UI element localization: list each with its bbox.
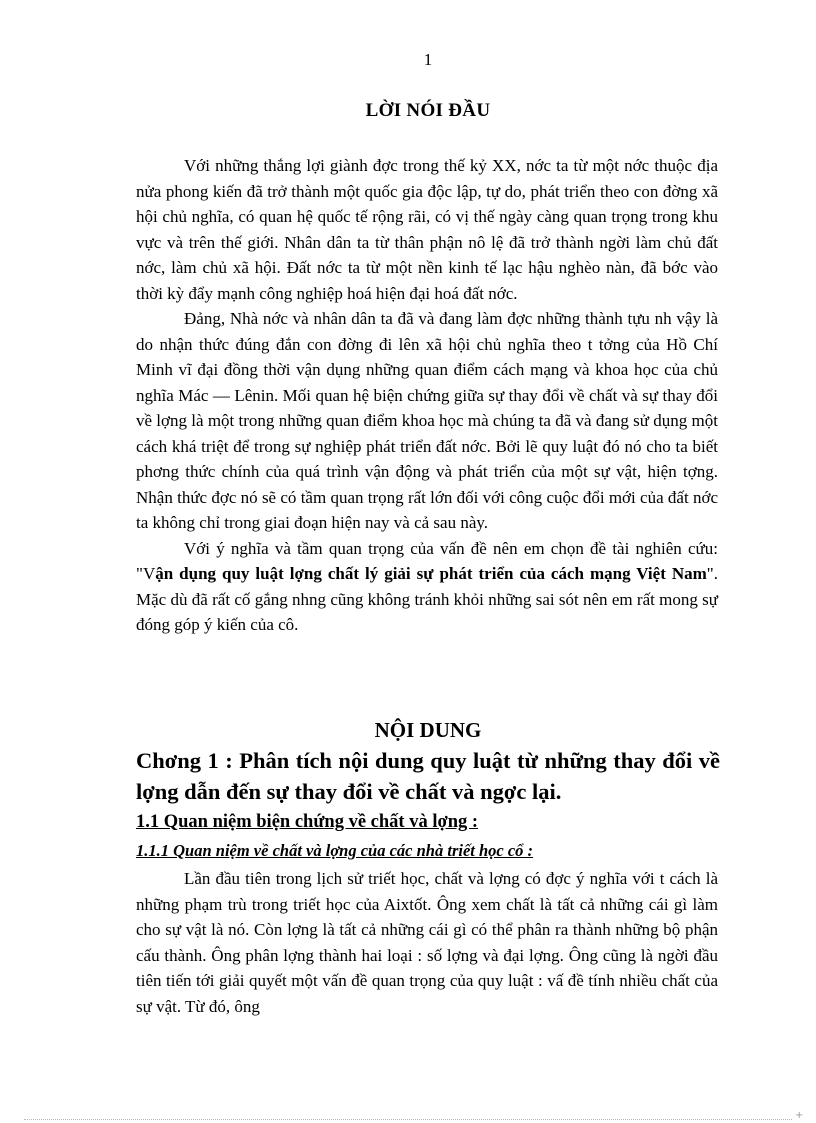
corner-mark-icon: +: [795, 1110, 804, 1121]
intro-paragraph-2: Đảng, Nhà nớc và nhân dân ta đã và đang làm đợc những thành tựu nh vậy là do nhận thức đúng đắn con đờng đi lên xã hội chủ nghĩa theo t tởng của Hồ Chí Minh vĩ đại đồng thời vận dụng những quan điểm cách mạng và khoa học của chủ nghĩa Mác — Lênin. Mối quan hệ biện chứng giữa sự thay đổi về chất và sự thay đổi về lợng là một trong những quan điểm khoa học mà chúng ta đã và đang sử dụng một cách khá triệt để trong sự nghiệp phát triển đất nớc. Bởi lẽ quy luật đó nó cho ta biết phơng thức chính của quá trình vận động và phát triển của một sự vật, hiện tợng. Nhận thức đợc nó sẽ có tầm quan trọng rất lớn đối với công cuộc đổi mới của đất nớc ta không chỉ trong giai đoạn hiện nay và cả sau này.: [136, 309, 718, 532]
page-number: 1: [423, 50, 433, 69]
page-bottom-divider: [24, 1119, 792, 1120]
intro-section: [136, 153, 718, 638]
chapter-title: Chơng 1 : Phân tích nội dung quy luật từ những thay đổi về lợng dẫn đến sự thay đổi về chất và ngợc lại.: [136, 748, 720, 804]
chapter-paragraph: Lần đầu tiên trong lịch sử triết học, chất và lợng có đợc ý nghĩa với t cách là những phạm trù trong triết học của Aixtốt. Ông xem chất là tất cả những cái gì làm cho sự vật là nó. Còn lợng là tất cả những cái gì có thể phân ra thành những bộ phận cấu thành. Ông phân lợng thành hai loại : số lợng và đại lợng. Ông cũng là ngời đầu tiên tiến tới giải quyết một vấn đề quan trọng của quy luật : vấ đề tính nhiều chất của sự vật. Từ đó, ông: [136, 869, 718, 1016]
thesis-topic: ận dụng quy luật lợng chất lý giải sự phát triển của cách mạng Việt Nam: [155, 564, 707, 583]
intro-paragraph-1: Với những thắng lợi giành đợc trong thế kỷ XX, nớc ta từ một nớc thuộc địa nửa phong kiến đã trở thành một quốc gia độc lập, tự do, phát triển theo con đờng xã hội chủ nghĩa, có quan hệ quốc tế rộng rãi, có vị thế ngày càng quan trọng trong khu vực và trên thế giới. Nhân dân ta từ thân phận nô lệ đã trở thành ngời làm chủ đất nớc, làm chủ xã hội. Đất nớc ta từ một nền kinh tế lạc hậu nghèo nàn, đã bớc vào thời kỳ đẩy mạnh công nghiệp hoá hiện đại hoá đất nớc.: [136, 156, 718, 303]
heading-1-1-1: 1.1.1 Quan niệm về chất và lợng của các nhà triết học cổ :: [136, 841, 534, 860]
page-title: LỜI NÓI ĐẦU: [365, 100, 491, 121]
intro-paragraph-3: [136, 536, 718, 638]
heading-1-1: 1.1 Quan niệm biện chứng về chất và lợng :: [136, 812, 479, 832]
section-title: NỘI DUNG: [374, 718, 482, 742]
intro-paragraph-3-tail: ". Mặc dù đã rất cố gắng nhng cũng không tránh khỏi những sai sót nên em rất mong sự đóng góp ý kiến của cô.: [136, 564, 718, 634]
intro-paragraph-3-lead: Với ý nghĩa và tầm quan trọng của vấn đề nên em chọn đề tài nghiên cứu: "V: [136, 538, 718, 583]
chapter-body: [136, 866, 718, 1019]
